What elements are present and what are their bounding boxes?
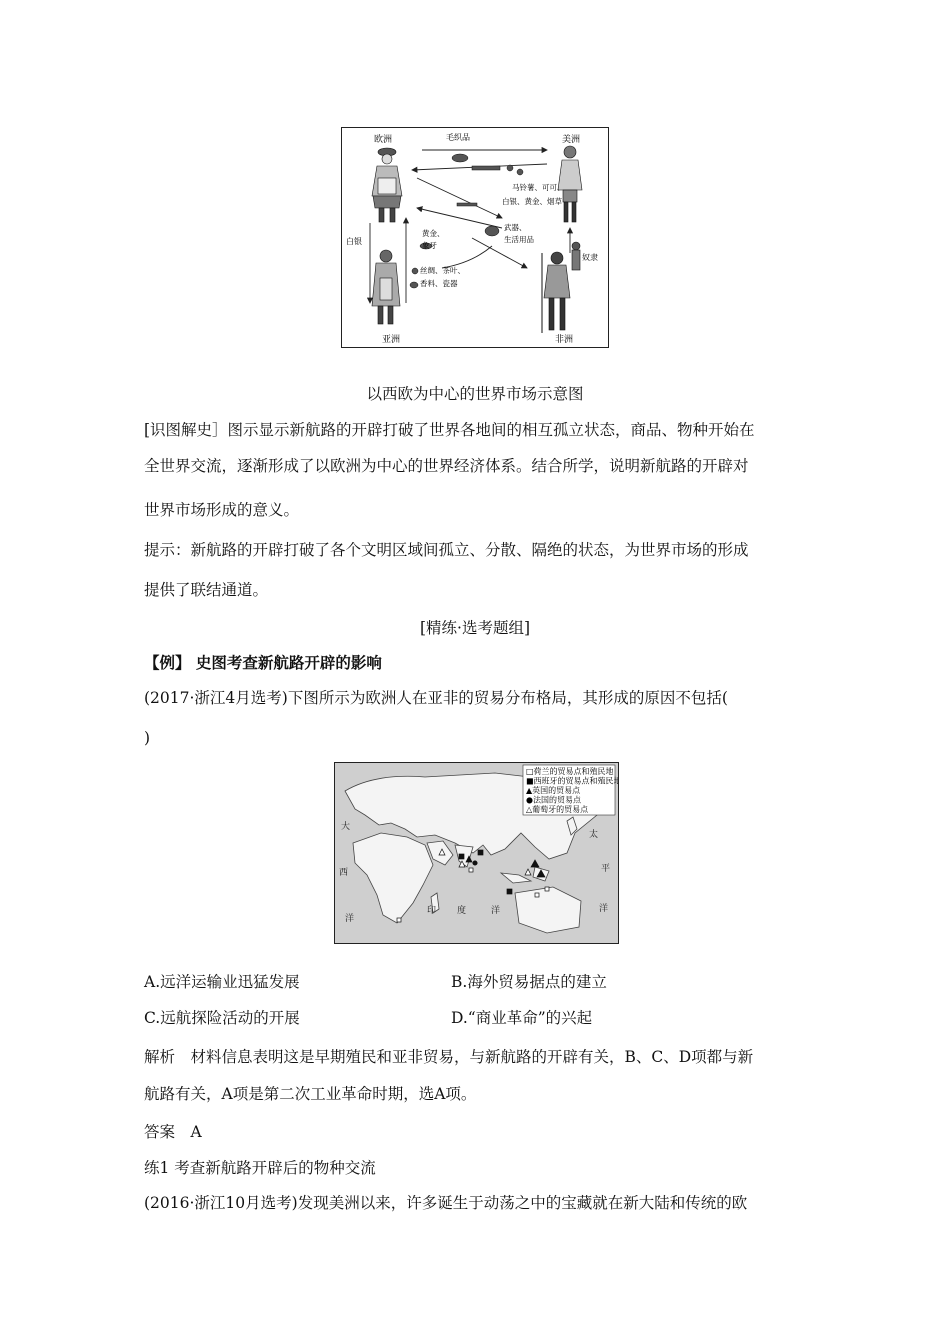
ocean-label: 印 xyxy=(427,906,437,916)
hint-line: 提供了联结通道。 xyxy=(144,581,269,599)
option-a: A.远洋运输业迅猛发展 xyxy=(144,973,300,991)
trade-map-svg xyxy=(335,763,618,943)
answer: 答案 A xyxy=(144,1123,202,1141)
label-slaves: 奴隶 xyxy=(582,253,598,262)
label-weapons-2: 生活用品 xyxy=(504,235,534,244)
label-asia-goods-1: 丝绸、茶叶、 xyxy=(420,266,465,275)
ocean-label: 大 xyxy=(341,822,351,832)
label-america: 美洲 xyxy=(562,135,581,145)
practice-title: 练1 考查新航路开辟后的物种交流 xyxy=(144,1159,376,1177)
legend-item: △葡萄牙的贸易点 xyxy=(526,805,589,814)
world-market-diagram-svg xyxy=(342,128,608,347)
ocean-label: 度 xyxy=(457,906,467,916)
legend-item: ■西班牙的贸易点和殖民地 xyxy=(526,776,618,786)
hint-line: 提示：新航路的开辟打破了各个文明区域间孤立、分散、隔绝的状态，为世界市场的形成 xyxy=(144,541,749,559)
ocean-label: 太 xyxy=(589,830,599,840)
option-d: D.“商业革命”的兴起 xyxy=(451,1009,593,1027)
world-market-diagram xyxy=(341,127,609,348)
figure1-caption: 以西欧为中心的世界市场示意图 xyxy=(366,385,584,403)
label-america-goods-2: 白银、黄金、烟草 xyxy=(502,197,562,206)
label-europe: 欧洲 xyxy=(374,135,393,145)
map-legend xyxy=(523,765,618,815)
paragraph-line: [识图解史］图示显示新航路的开辟打破了世界各地间的相互孤立状态，商品、物种开始在 xyxy=(144,421,755,439)
europe-figure xyxy=(372,148,402,222)
asia-figure xyxy=(372,250,400,324)
legend-item: ▲英国的贸易点 xyxy=(526,786,581,795)
label-asia: 亚洲 xyxy=(382,335,401,345)
analysis-line: 航路有关，A项是第二次工业革命时期，选A项。 xyxy=(144,1085,477,1103)
ocean-label: 洋 xyxy=(599,904,609,914)
ocean-label: 西 xyxy=(339,868,349,878)
question-line: ) xyxy=(144,729,151,747)
trade-map xyxy=(334,762,619,944)
africa-figure xyxy=(542,242,580,333)
label-wool: 毛织品 xyxy=(446,133,470,142)
legend-item: ●法国的贸易点 xyxy=(526,795,581,805)
paragraph-line: 全世界交流，逐渐形成了以欧洲为中心的世界经济体系。结合所学，说明新航路的开辟对 xyxy=(144,457,749,475)
option-b: B.海外贸易据点的建立 xyxy=(451,973,607,991)
label-africa: 非洲 xyxy=(555,335,574,345)
section-title: [精练·选考题组] xyxy=(419,619,531,637)
analysis-line: 解析 材料信息表明这是早期殖民和亚非贸易，与新航路的开辟有关，B、C、D项都与新 xyxy=(144,1048,754,1066)
example-title: 【例】 史图考查新航路开辟的影响 xyxy=(144,653,382,672)
label-gold-ivory-1: 黄金、 xyxy=(422,229,445,238)
ocean-label: 平 xyxy=(601,864,611,874)
label-asia-goods-2: 香料、瓷器 xyxy=(420,279,458,288)
ocean-label: 洋 xyxy=(491,906,501,916)
label-silver: 白银 xyxy=(346,237,362,246)
ocean-label: 洋 xyxy=(345,914,355,924)
label-america-goods-1: 马铃薯、可可、 xyxy=(512,183,565,192)
label-weapons-1: 武器、 xyxy=(504,223,527,232)
trade-arrows xyxy=(370,150,570,303)
question-line: (2017·浙江4月选考)下图所示为欧洲人在亚非的贸易分布格局，其形成的原因不包括( xyxy=(144,689,728,707)
paragraph-line: 世界市场形成的意义。 xyxy=(144,501,300,519)
option-c: C.远航探险活动的开展 xyxy=(144,1009,300,1027)
practice-line: (2016·浙江10月选考)发现美洲以来，许多诞生于动荡之中的宝藏就在新大陆和传统的欧 xyxy=(144,1194,748,1212)
legend-item: □荷兰的贸易点和殖民地 xyxy=(526,767,614,776)
label-gold-ivory-2: 象牙 xyxy=(422,241,437,250)
